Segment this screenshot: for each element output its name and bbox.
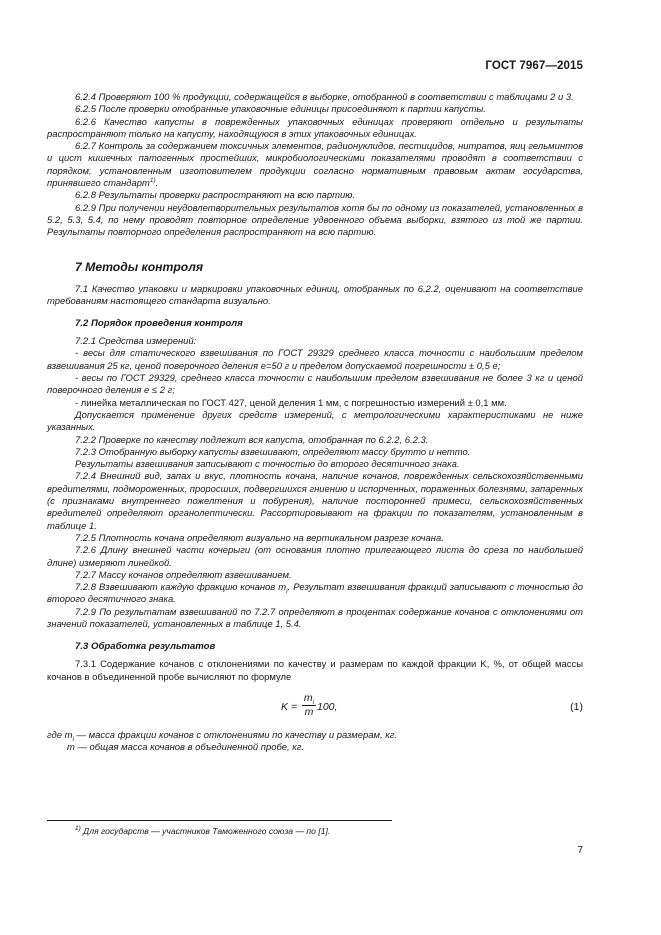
paragraph-6-2-7-end: .: [155, 178, 159, 190]
formula-where-line-2: m — общая масса кочанов в объединенной пробе, кг.: [67, 742, 305, 754]
subsection-7-3-heading: 7.3 Обработка результатов: [75, 641, 216, 653]
paragraph-weighing-results: Результаты взвешивания записывают с точностью до второго десятичного знака.: [75, 459, 460, 471]
paragraph-7-3-1: 7.3.1 Содержание кочанов с отклонениями по качеству и размерам по каждой фракции K, %, от общей массы кочанов в объединенной пробе вычисляют по формуле: [47, 659, 583, 683]
formula-1: [47, 692, 583, 722]
formula-equation-number: (1): [570, 700, 583, 713]
paragraph-7-2-3: 7.2.3 Отобранную выборку капусты взвешивают, определяют массу брутто и нетто.: [75, 446, 471, 458]
instrument-item-1: - весы для статического взвешивания по ГОСТ 29329 среднего класса точности с наибольшим пределом взвешивания 25 кг, ценой поверочного деления е=50 г и пределом допускаемой погрешности ± 0,5 е;: [47, 348, 583, 372]
formula-multiplier: 100,: [317, 700, 338, 713]
page-content: [47, 92, 583, 754]
paragraph-7-1: 7.1 Качество упаковки и маркировки упаковочных единиц, отобранных по 6.2.2, оценивают на соответствие требованиям настоящего стандарта визуально.: [47, 283, 583, 307]
paragraph-7-2-9: 7.2.9 По результатам взвешиваний по 7.2.7 определяют в процентах содержание кочанов с отклонениями от значений показателей, установленных в таблице 1, 5.4.: [47, 606, 583, 630]
where-subscript: i: [72, 735, 74, 743]
instrument-item-2: - весы по ГОСТ 29329, среднего класса точности с наибольшим пределом взвешивания не более 3 кг и ценой поверочного деления е ≤ 2 г;: [47, 373, 583, 397]
footnote-mark: 1): [75, 825, 81, 833]
paragraph-7-2-8-subscript: i: [286, 587, 288, 595]
paragraph-6-2-6: 6.2.6 Качество капусты в поврежденных упаковочных единицах проверяют отдельно и результаты распространяют только на капусту, находящуюся в этих упаковочных единицах.: [47, 116, 583, 140]
paragraph-6-2-7: [47, 141, 583, 190]
document-page: [47, 0, 583, 935]
subsection-7-2-heading: 7.2 Порядок проведения контроля: [75, 318, 243, 330]
document-code-header: ГОСТ 7967—2015: [485, 60, 583, 72]
footnote-separator: [47, 820, 392, 821]
where-text-b: — масса фракции кочанов с отклонениями по качеству и размерам, кг.: [73, 729, 397, 741]
formula-denominator: m: [304, 705, 314, 718]
formula-lhs: K =: [281, 700, 298, 713]
footnote-1: [75, 826, 330, 836]
paragraph-6-2-8: 6.2.8 Результаты проверки распространяют на всю партию.: [75, 190, 356, 202]
paragraph-7-2-4: 7.2.4 Внешний вид, запах и вкус, плотность кочана, наличие кочанов, поврежденных сельскохозяйственными вредителями, подмороженных, проросших, подвергшихся гниению и испорченных, пораженных болезнями, запаренных (с признаками внутреннего пожелтения и побурения), наличие посторонней примеси, сельскохозяйственных вредителей определяют органолептически. Рассортировывают на фракции по показателям, установленным в таблице 1.: [47, 471, 583, 532]
paragraph-7-2-5: 7.2.5 Плотность кочана определяют визуально на вертикальном разрезе кочана.: [75, 532, 444, 544]
paragraph-7-2-8-text-b: . Результат взвешивания фракций записывают с точностью до второго десятичного знака.: [47, 582, 583, 606]
paragraph-6-2-9: 6.2.9 При получении неудовлетворительных результатов хотя бы по одному из показателей, установленных в 5.2, 5.3, 5.4, по нему проводят повторное определение удвоенного объема выборки, взятого из той же партии. Результаты повторного определения распространяют на всю партию.: [47, 202, 583, 239]
paragraph-6-2-4: 6.2.4 Проверяют 100 % продукции, содержащейся в выборке, отобранной в соответствии с таблицами 2 и 3.: [75, 92, 574, 103]
formula-numerator: [302, 692, 316, 706]
formula-fraction: [302, 692, 316, 719]
section-7-heading: 7 Методы контроля: [75, 259, 204, 274]
paragraph-7-2-1: 7.2.1 Средства измерений:: [75, 336, 197, 348]
paragraph-allowed-instruments: Допускается применение других средств измерений, с метрологическими характеристиками не ниже указанных.: [47, 409, 583, 434]
paragraph-7-2-6: 7.2.6 Длину внешней части кочерыги (от основания плотно прилегающего листа до среза по наибольшей длине) измеряют линейкой.: [47, 545, 583, 569]
paragraph-6-2-7-text: 6.2.7 Контроль за содержанием токсичных элементов, радионуклидов, пестицидов, нитратов, яиц гельминтов и цист кишечных патогенных простейших, микробиологическими показателями проводят в соответствии с порядком, установленным изготовителем продукции согласно нормативным правовым актам государства, принявшего стандарт: [47, 141, 583, 190]
paragraph-7-2-2: 7.2.2 Проверке по качеству подлежит вся капуста, отобранная по 6.2.2, 6.2.3.: [75, 434, 429, 446]
where-text-a: где m: [47, 729, 73, 741]
formula-numerator-symbol: m: [303, 691, 313, 704]
paragraph-7-2-7: 7.2.7 Массу кочанов определяют взвешиванием.: [75, 569, 292, 581]
page-number: 7: [577, 845, 583, 856]
formula-where-line-1: [47, 730, 583, 742]
footnote-ref-1: 1): [149, 176, 156, 184]
paragraph-7-2-8-text-a: 7.2.8 Взвешивают каждую фракцию кочанов m: [75, 582, 287, 594]
formula-numerator-subscript: i: [312, 698, 315, 706]
paragraph-6-2-5: 6.2.5 После проверки отобранные упаковочные единицы присоединяют к партии капусты.: [75, 104, 486, 116]
footnote-text: Для государств — участников Таможенного союза — по [1].: [80, 826, 331, 836]
paragraph-7-2-8: [47, 582, 583, 607]
instrument-item-3: - линейка металлическая по ГОСТ 427, ценой деления 1 мм, с погрешностью измерений ± 0,1 мм.: [75, 397, 507, 409]
